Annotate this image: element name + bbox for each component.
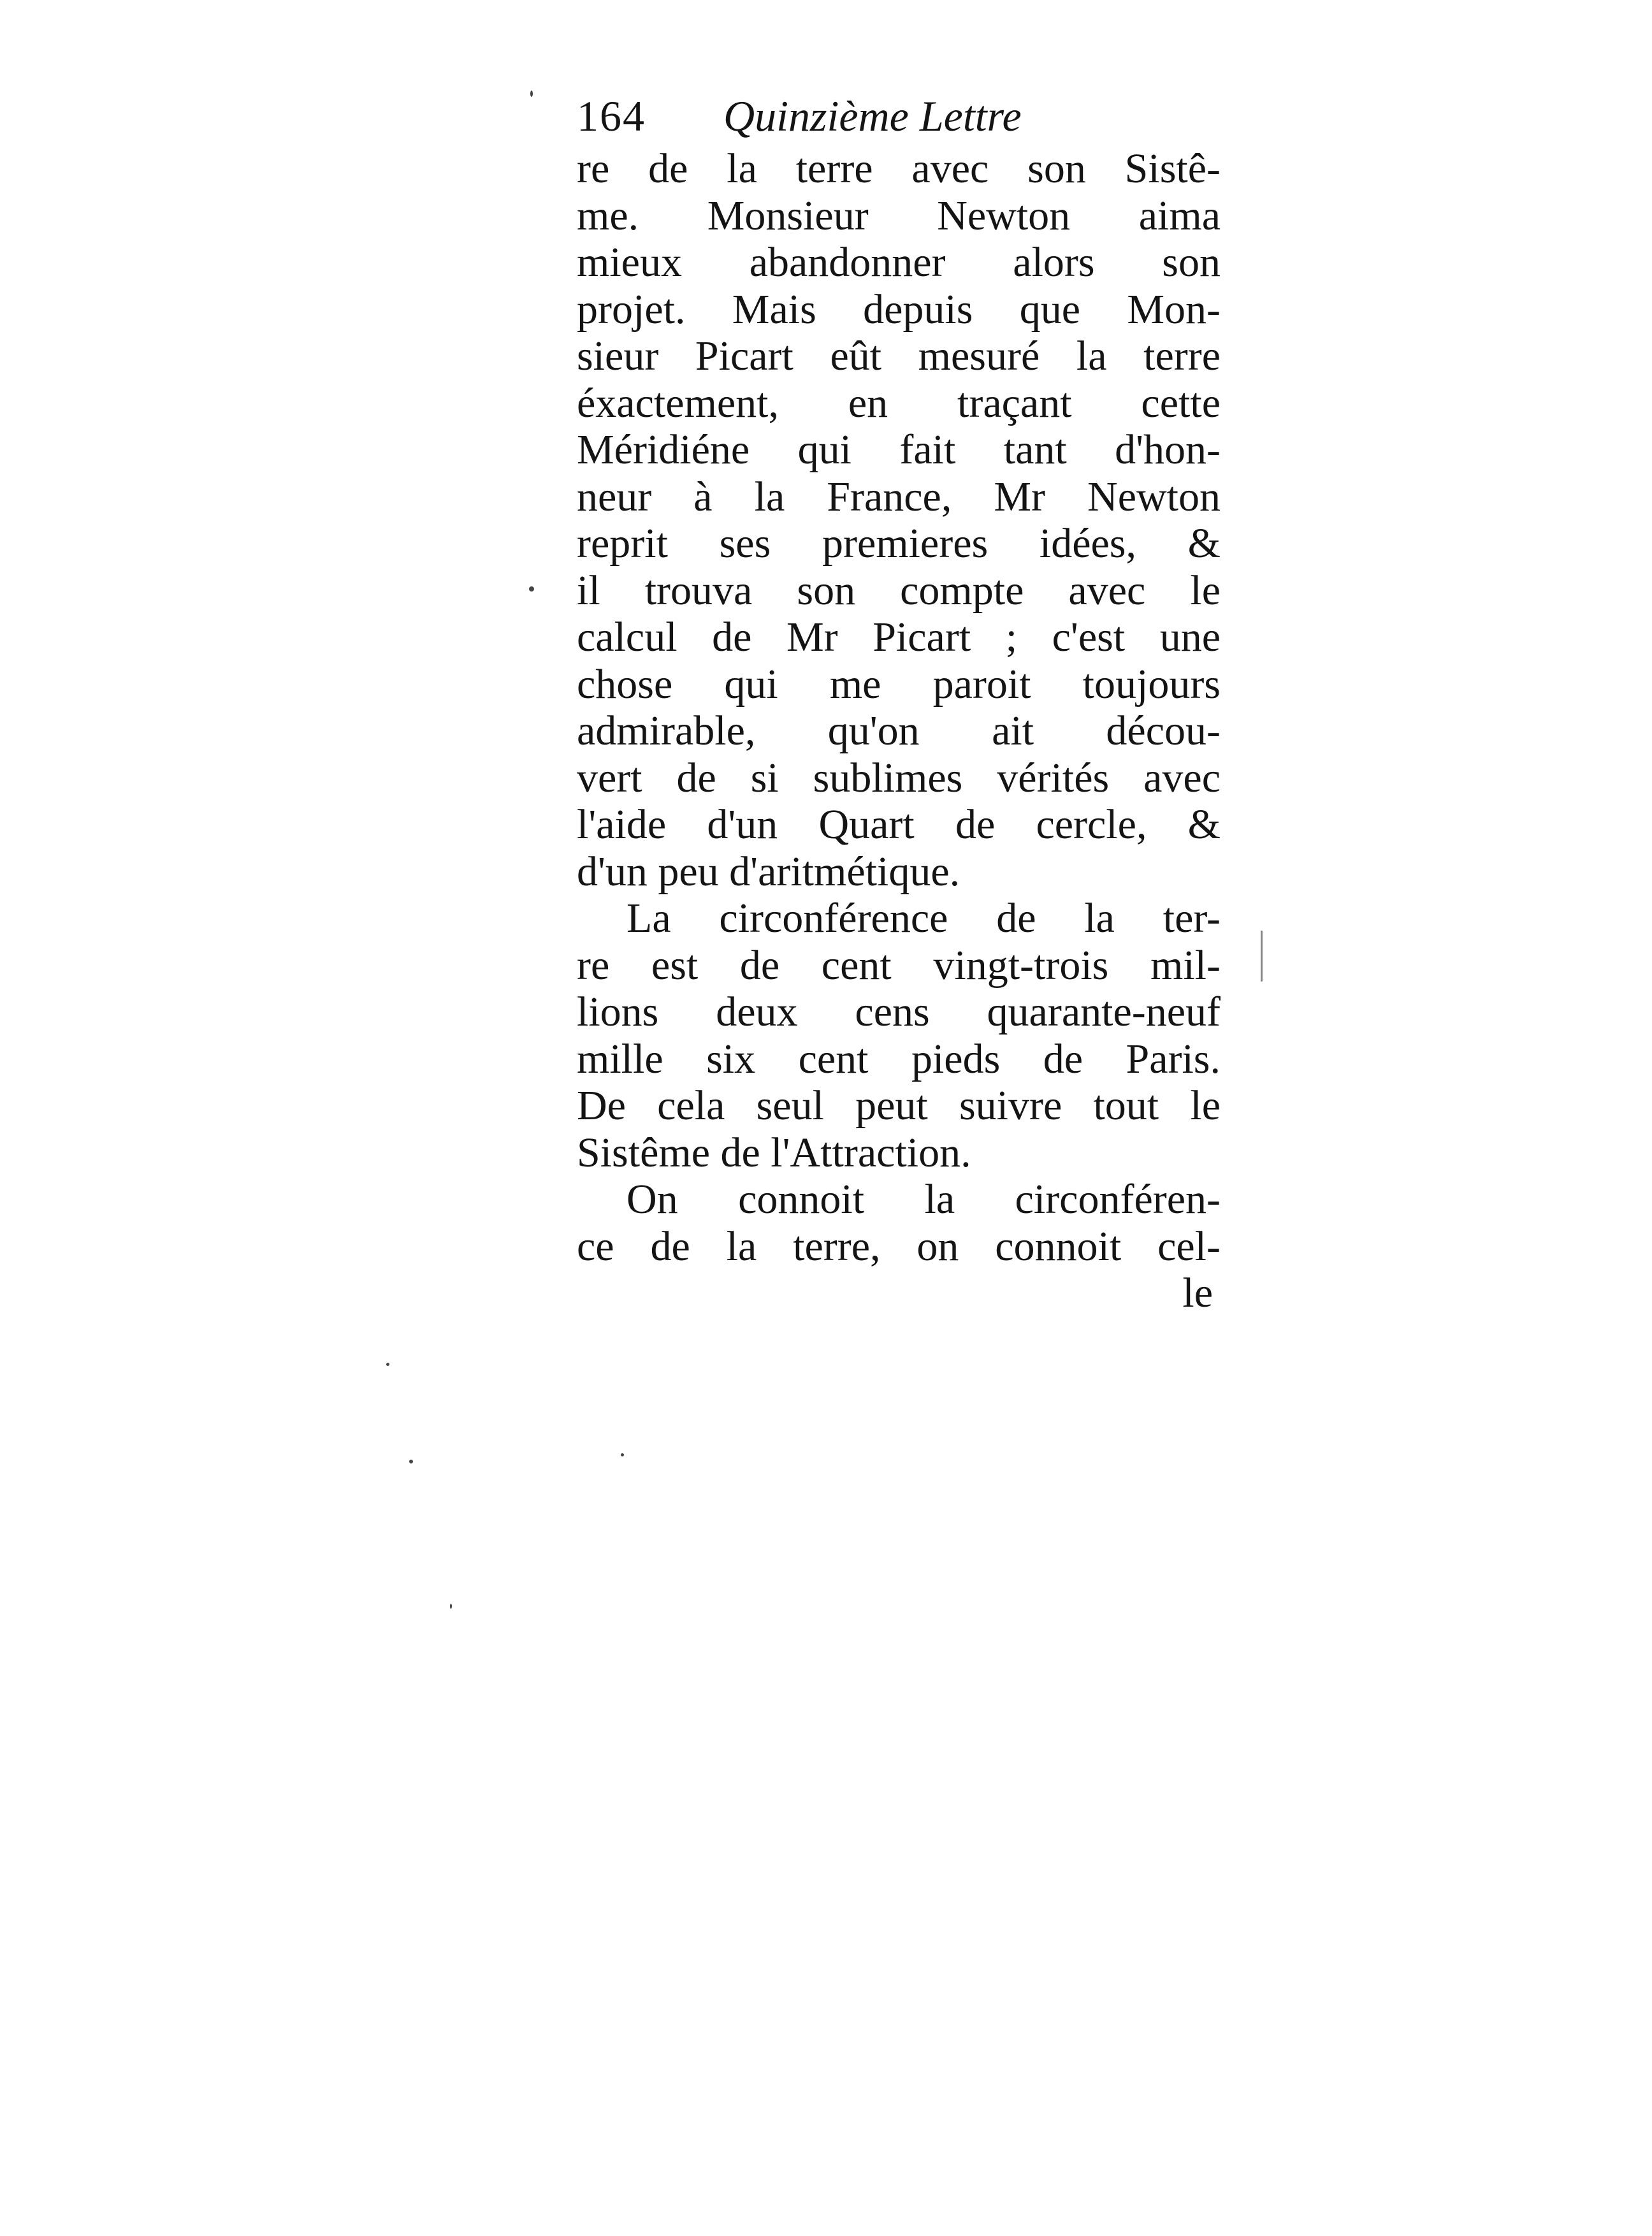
text-line: lions deux cens quarante-neuf <box>577 989 1221 1035</box>
text-line: sieur Picart eût mesuré la terre <box>577 333 1221 379</box>
text-line: calcul de Mr Picart ; c'est une <box>577 614 1221 660</box>
text-line: La circonférence de la ter- <box>627 895 1221 941</box>
text-line: re de la terre avec son Sistê- <box>577 145 1221 192</box>
text-line: On connoit la circonféren- <box>627 1176 1221 1223</box>
text-block <box>577 89 1221 1317</box>
scan-speck <box>1261 931 1263 982</box>
catchword: le <box>1182 1270 1213 1316</box>
text-line: chose qui me paroit toujours <box>577 660 1221 708</box>
text-line: De cela seul peut suivre tout le <box>577 1082 1221 1129</box>
text-line: l'aide d'un Quart de cercle, & <box>577 801 1221 848</box>
scan-speck <box>621 1453 624 1456</box>
body-text <box>577 145 1221 1270</box>
text-line: neur à la France, Mr Newton <box>577 473 1221 520</box>
text-line: projet. Mais depuis que Mon- <box>577 286 1221 333</box>
scan-speck <box>386 1363 389 1366</box>
text-line: Méridiéne qui fait tant d'hon- <box>577 426 1221 473</box>
text-line: re est de cent vingt-trois mil- <box>577 941 1221 989</box>
text-line: d'un peu d'aritmétique. <box>577 848 960 895</box>
scan-speck <box>529 586 534 592</box>
text-line: admirable, qu'on ait décou- <box>577 708 1221 754</box>
text-line: mille six cent pieds de Paris. <box>577 1035 1221 1082</box>
text-line: ce de la terre, on connoit cel- <box>577 1223 1221 1270</box>
text-line: Sistême de l'Attraction. <box>577 1129 971 1176</box>
scan-speck <box>450 1604 452 1609</box>
scan-speck <box>409 1460 413 1463</box>
text-line: mieux abandonner alors son <box>577 239 1221 286</box>
running-header <box>577 89 1221 143</box>
page-number: 164 <box>577 92 646 140</box>
text-line: éxactement, en traçant cette <box>577 379 1221 426</box>
text-line: me. Monsieur Newton aima <box>577 192 1221 239</box>
text-line: reprit ses premieres idées, & <box>577 520 1221 567</box>
text-line: vert de si sublimes vérités avec <box>577 754 1221 801</box>
scan-speck <box>530 91 533 97</box>
running-title: Quinzième Lettre <box>723 92 1022 140</box>
text-line: il trouva son compte avec le <box>577 567 1221 614</box>
